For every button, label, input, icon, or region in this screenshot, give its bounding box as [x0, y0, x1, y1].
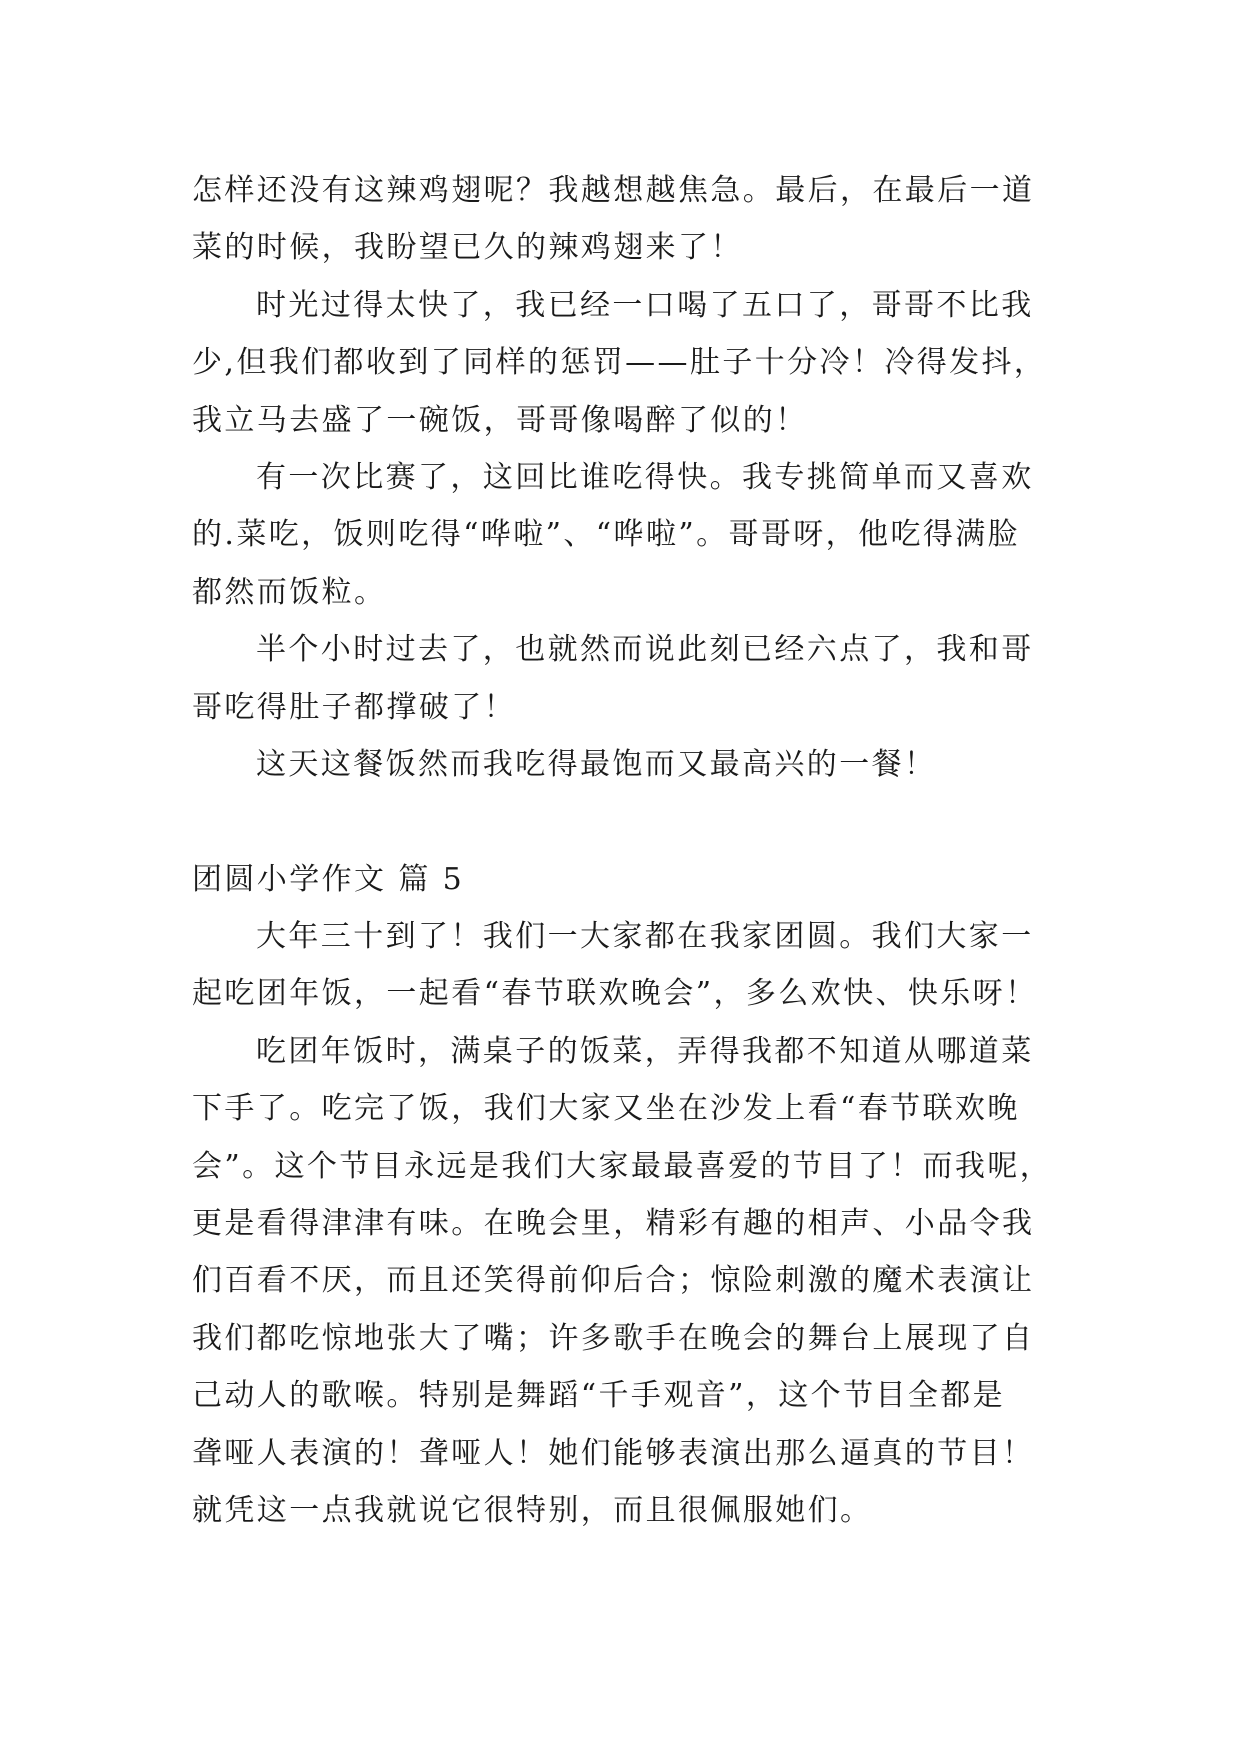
text-line: 有一次比赛了，这回比谁吃得快。我专挑简单而又喜欢 [256, 459, 1034, 495]
text-line: 的.菜吃，饭则吃得“哗啦”、“哗啦”。哥哥呀，他吃得满脸 [192, 517, 1021, 553]
text-line: 这天这餐饭然而我吃得最饱而又最高兴的一餐！ [256, 746, 937, 782]
text-line: 我们都吃惊地张大了嘴；许多歌手在晚会的舞台上展现了自 [192, 1320, 1035, 1356]
text-line: 们百看不厌，而且还笑得前仰后合；惊险刺激的魔术表演让 [192, 1263, 1035, 1299]
text-line: 聋哑人表演的！聋哑人！她们能够表演出那么逼真的节目！ [192, 1435, 1035, 1471]
text-line: 半个小时过去了，也就然而说此刻已经六点了，我和哥 [256, 632, 1034, 668]
text-line: 怎样还没有这辣鸡翅呢？我越想越焦急。最后，在最后一道 [192, 173, 1035, 208]
paragraph-6 [192, 908, 1052, 1023]
text-line: 会”。这个节目永远是我们大家最最喜爱的节目了！而我呢， [192, 1148, 1053, 1184]
section-gap [192, 793, 1052, 850]
paragraph-7 [192, 1023, 1052, 1540]
text-line: 哥吃得肚子都撑破了！ [192, 689, 516, 725]
text-line: 大年三十到了！我们一大家都在我家团圆。我们大家一 [256, 919, 1034, 955]
paragraph-2 [192, 277, 1052, 449]
paragraph-4 [192, 621, 1052, 736]
paragraph-1 [192, 162, 1052, 277]
document-body [192, 162, 1052, 1539]
text-line: 吃团年饭时，满桌子的饭菜，弄得我都不知道从哪道菜 [256, 1033, 1034, 1069]
text-line: 少,但我们都收到了同样的惩罚——肚子十分冷！冷得发抖， [192, 345, 1047, 381]
text-line: 就凭这一点我就说它很特别，而且很佩服她们。 [192, 1492, 873, 1528]
text-line: 下手了。吃完了饭，我们大家又坐在沙发上看“春节联欢晚 [192, 1091, 1020, 1127]
text-line: 菜的时候，我盼望已久的辣鸡翅来了！ [192, 230, 743, 266]
text-line: 己动人的歌喉。特别是舞蹈“千手观音”，这个节目全都是 [192, 1378, 1006, 1414]
text-line: 我立马去盛了一碗饭，哥哥像喝醉了似的！ [192, 402, 808, 438]
text-line: 更是看得津津有味。在晚会里，精彩有趣的相声、小品令我 [192, 1206, 1035, 1242]
paragraph-3 [192, 449, 1052, 621]
paragraph-5 [192, 736, 1052, 793]
section-heading: 团圆小学作文 篇 5 [192, 861, 465, 897]
text-line: 起吃团年饭，一起看“春节联欢晚会”，多么欢快、快乐呀！ [192, 976, 1038, 1012]
text-line: 都然而饭粒。 [192, 574, 387, 610]
text-line: 时光过得太快了，我已经一口喝了五口了，哥哥不比我 [256, 287, 1034, 323]
